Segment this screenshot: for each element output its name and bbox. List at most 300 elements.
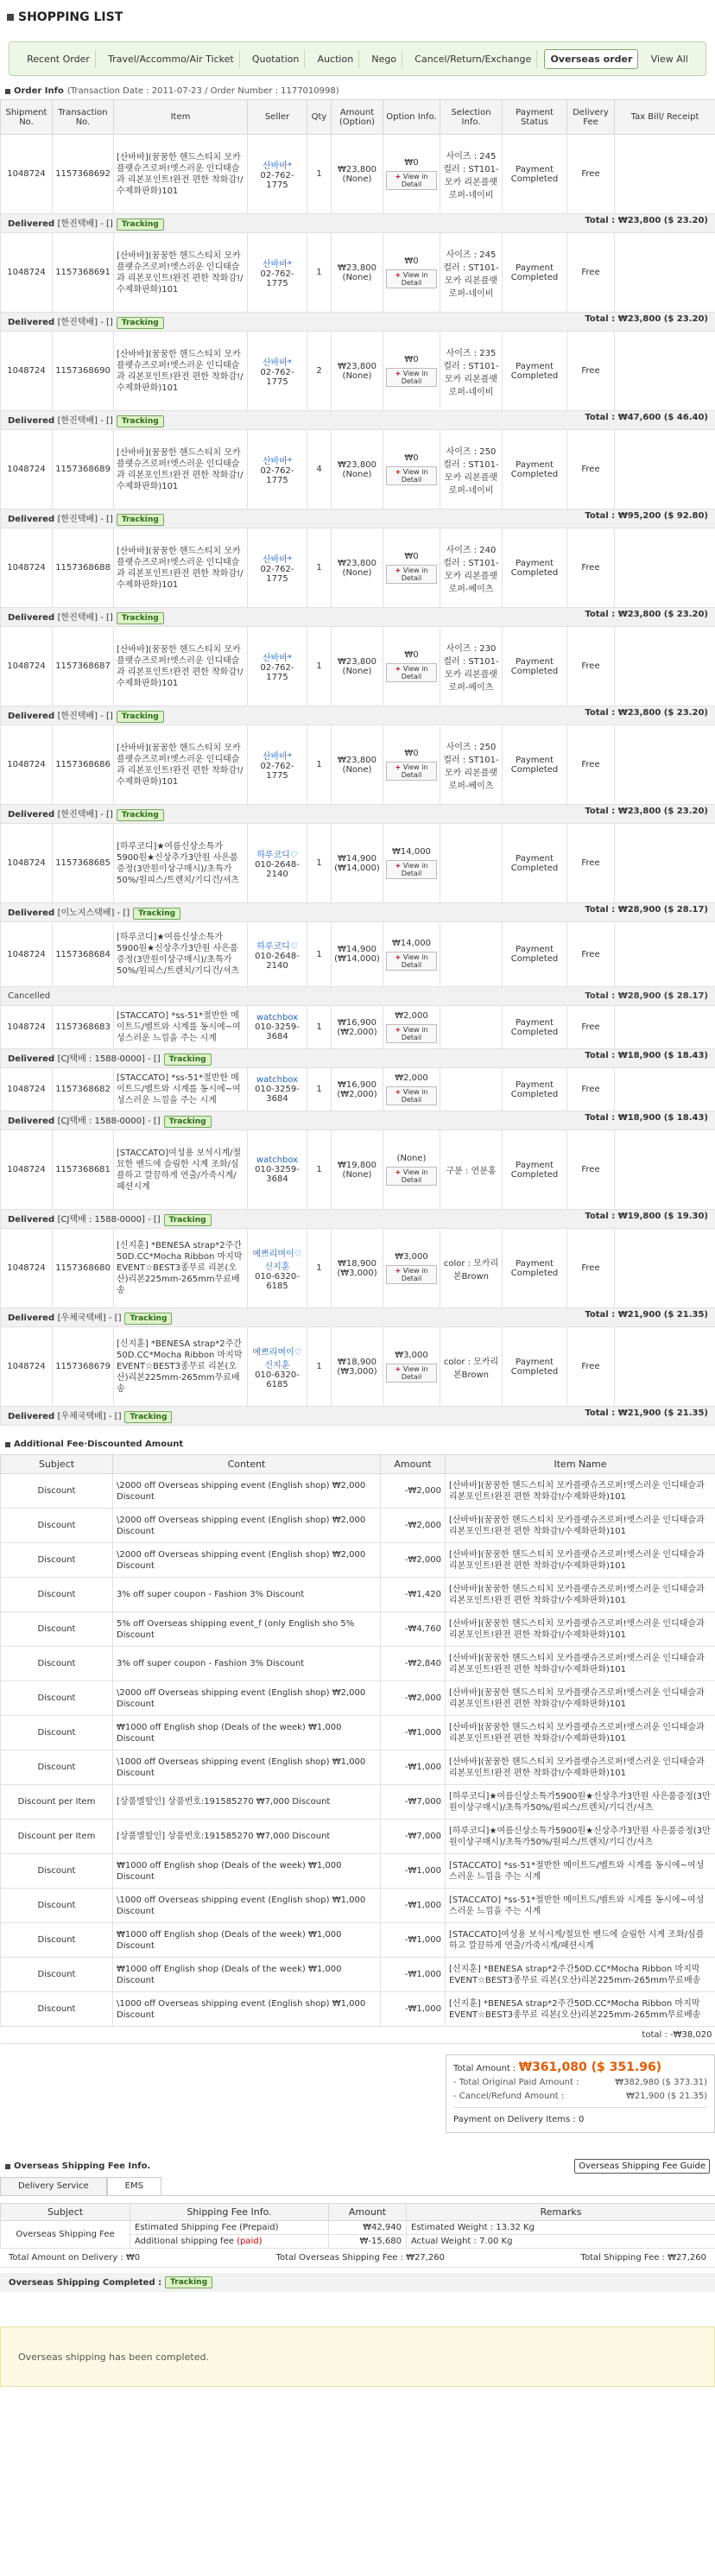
status-row: [1, 608, 715, 627]
amount-option: (₩2,000): [337, 1089, 377, 1099]
amount-option: (₩3,000): [337, 1268, 377, 1278]
seller-phone: 010-2648-2140: [255, 951, 300, 971]
tab-view-all[interactable]: View All: [650, 53, 688, 65]
section-bullet-icon: [5, 2164, 10, 2169]
item-name[interactable]: [하루코디]★여름신상소특가5900원★신상추가3만원 사은품증정(3만원이상구매시)/초특가50%/원피스/트렌치/기디건/셔츠: [114, 922, 248, 987]
courier: [우체국택배] - []: [57, 1313, 122, 1323]
view-detail-label: View in Detail: [401, 370, 428, 385]
order-table-body: [1, 135, 715, 1426]
status-label: Delivered: [8, 219, 55, 229]
total-overseas-fee: Total Overseas Shipping Fee : ₩27,260: [275, 2253, 446, 2263]
status-cell: [1, 987, 715, 1006]
order-row: [1, 1229, 715, 1308]
plus-icon: +: [395, 1267, 402, 1275]
shipment-no: 1048724: [1, 135, 53, 214]
amount-cell: [332, 922, 383, 987]
transaction-no: 1157368688: [53, 528, 114, 608]
view-detail-button[interactable]: [386, 1024, 437, 1043]
transaction-no: 1157368687: [53, 627, 114, 706]
discount-amount: -₩2,840: [381, 1647, 446, 1681]
payment-on-delivery: Payment on Delivery Items : 0: [453, 2107, 707, 2127]
transaction-no: 1157368682: [53, 1068, 114, 1111]
view-detail-button[interactable]: [386, 565, 437, 584]
seller-name[interactable]: 산바바*: [263, 457, 292, 466]
amount-cell: [332, 430, 383, 510]
discount-item-name: [STACCATO]여성용 보석시계/절묘한 밴드에 슬림한 시계 조화/심플하고 깔끔하게 연출/가죽시계/패션시계: [446, 1923, 715, 1958]
discount-row: [1, 1474, 715, 1509]
tab-delivery-service[interactable]: Delivery Service: [0, 2177, 107, 2195]
discount-content: [상품별할인] 상품번호:191585270 ₩7,000 Discount: [113, 1820, 381, 1854]
paid-badge: (paid): [237, 2237, 263, 2246]
discount-row: [1, 1681, 715, 1716]
amount-option: (₩14,000): [334, 954, 380, 964]
view-detail-label: View in Detail: [401, 862, 428, 877]
discount-item-name: [산바바](꿈꿈한 핸드스티치 모카플랫슈즈로퍼!엣스러운 인디태슬과 리본포인트!완전 편한 착화감!/수제화판화)101: [446, 1543, 715, 1578]
tracking-button[interactable]: Tracking: [124, 1411, 172, 1423]
discount-amount: -₩1,000: [381, 1889, 446, 1923]
discount-subject: Discount: [1, 1992, 113, 2027]
additional-fee-cell: [130, 2235, 329, 2249]
view-detail-button[interactable]: [386, 762, 437, 781]
selection-info: 사이즈 : 250 컬러 : ST101-모카 리본플랫로퍼-베이츠: [440, 725, 503, 805]
discount-item-name: [산바바](꿈꿈한 핸드스티치 모카플랫슈즈로퍼!엣스러운 인디태슬과 리본포인트!완전 편한 착화감!/수제화판화)101: [446, 1578, 715, 1612]
status-total: Total : ₩21,900 ($ 21.35): [585, 1310, 708, 1320]
option-amount: ₩3,000: [395, 1252, 428, 1262]
option-amount: ₩14,000: [392, 847, 431, 857]
transaction-no: 1157368684: [53, 922, 114, 987]
order-row: [1, 528, 715, 608]
discount-row: [1, 1612, 715, 1647]
item-name[interactable]: [산바바](꿈꿈한 핸드스티치 모카플랫슈즈로퍼!엣스러운 인디태슬과 리본포인트!완전 편한 착화감!/수제화판화)101: [114, 135, 248, 214]
status-label: Delivered: [8, 613, 55, 623]
discount-subject: Discount per Item: [1, 1820, 113, 1854]
col-amount: Amount: [381, 1455, 446, 1474]
amount: ₩23,800: [338, 263, 376, 273]
col-option-info: Option Info.: [383, 100, 440, 135]
transaction-no: 1157368680: [53, 1229, 114, 1308]
discount-content: \2000 off Overseas shipping event (English shop) ₩2,000 Discount: [113, 1681, 381, 1716]
discount-row: [1, 1958, 715, 1992]
view-detail-button[interactable]: [386, 952, 437, 971]
discount-item-name: [산바바](꿈꿈한 핸드스티치 모카플랫슈즈로퍼!엣스러운 인디태슬과 리본포인트!완전 편한 착화감!/수제화판화)101: [446, 1509, 715, 1543]
tab-recent-order[interactable]: Recent Order: [22, 50, 96, 68]
item-name[interactable]: [STACCATO] *ss-51*절반한 메이트드/벨트와 시계를 동시에~여성스러운 느낌을 주는 시계: [114, 1006, 248, 1049]
order-row: [1, 1068, 715, 1111]
discount-subject: Discount per Item: [1, 1785, 113, 1820]
item-name[interactable]: [신지훈] *BENESA strap*2주간50D.CC*Mocha Ribbon 마지막 EVENT☆BEST3종무료 리본(오산)리본225mm-265mm무료배송: [114, 1327, 248, 1407]
seller-phone: 02-762-1775: [260, 171, 294, 190]
view-detail-label: View in Detail: [401, 1267, 428, 1282]
status-total: Total : ₩47,600 ($ 46.40): [585, 413, 708, 422]
amount-cell: [332, 627, 383, 706]
delivery-fee: Free: [567, 1006, 615, 1049]
cancel-refund-value: ₩21,900 ($ 21.35): [625, 2092, 707, 2101]
view-detail-button[interactable]: [386, 1265, 437, 1284]
amount: ₩18,900: [338, 1258, 376, 1269]
seller-cell: [248, 233, 307, 313]
seller-cell: [248, 725, 307, 805]
view-detail-button[interactable]: [386, 171, 437, 190]
plus-icon: +: [395, 953, 402, 961]
option-cell: [383, 135, 440, 214]
payment-status: Payment Completed: [503, 627, 567, 706]
total-amount-line: [453, 2060, 707, 2076]
discount-amount: -₩2,000: [381, 1509, 446, 1543]
view-detail-button[interactable]: [386, 663, 437, 682]
discount-subject: Discount: [1, 1543, 113, 1578]
discount-subject: Discount: [1, 1681, 113, 1716]
transaction-no: 1157368685: [53, 824, 114, 903]
status-row: [1, 1049, 715, 1068]
discount-item-name: [산바바](꿈꿈한 핸드스티치 모카플랫슈즈로퍼!엣스러운 인디태슬과 리본포인트!완전 편한 착화감!/수제화판화)101: [446, 1716, 715, 1750]
shipping-tabs: [0, 2177, 715, 2196]
additional-table-body: [1, 1474, 715, 2027]
qty: 1: [307, 528, 332, 608]
additional-table-header: [1, 1455, 715, 1474]
tracking-button[interactable]: Tracking: [117, 711, 164, 723]
cancel-refund-line: [453, 2090, 707, 2104]
tracking-button[interactable]: Tracking: [124, 1313, 172, 1325]
courier: [한진택배] - []: [57, 219, 113, 229]
section-bullet-icon: [5, 1442, 10, 1447]
discount-row: [1, 1543, 715, 1578]
transaction-no: 1157368690: [53, 332, 114, 411]
tab-travel[interactable]: Travel/Accommo/Air Ticket: [103, 50, 240, 68]
view-detail-button[interactable]: [386, 269, 437, 288]
tax-bill: [615, 725, 715, 805]
shipping-completed-label: Overseas Shipping Completed :: [9, 2277, 162, 2288]
tracking-button[interactable]: Tracking: [117, 809, 164, 821]
plus-icon: +: [395, 271, 402, 279]
section-bullet-icon: [5, 89, 10, 94]
item-name[interactable]: [산바바](꿈꿈한 핸드스티치 모카플랫슈즈로퍼!엣스러운 인디태슬과 리본포인트!완전 편한 착화감!/수제화판화)101: [114, 725, 248, 805]
shipping-fee-guide-button[interactable]: Overseas Shipping Fee Guide: [574, 2159, 710, 2174]
discount-amount: -₩4,760: [381, 1612, 446, 1647]
order-row: [1, 1327, 715, 1407]
discount-subject: Discount: [1, 1958, 113, 1992]
status-cell: [1, 805, 715, 824]
seller-phone: 02-762-1775: [260, 565, 294, 584]
view-detail-label: View in Detail: [401, 665, 428, 680]
discount-amount: -₩1,000: [381, 1750, 446, 1785]
shipping-completed-message: Overseas shipping has been completed.: [0, 2326, 715, 2387]
tab-overseas-order[interactable]: Overseas order: [544, 49, 638, 69]
transaction-no: 1157368683: [53, 1006, 114, 1049]
seller-cell: [248, 1068, 307, 1111]
seller-name[interactable]: 산바바*: [263, 161, 292, 171]
payment-status: Payment Completed: [503, 824, 567, 903]
amount: ₩23,800: [338, 361, 376, 371]
qty: 1: [307, 1229, 332, 1308]
col-shipment-no: Shipment No.: [1, 100, 53, 135]
estimated-fee-amount: ₩42,940: [329, 2221, 407, 2235]
order-tabs: [9, 41, 706, 76]
amount: ₩16,900: [338, 1079, 376, 1090]
tracking-button[interactable]: Tracking: [117, 317, 164, 329]
selection-info: [440, 1006, 503, 1049]
seller-name[interactable]: 예쁘리며이♡신지훈: [252, 1347, 302, 1370]
original-paid-line: [453, 2076, 707, 2090]
amount-option: (None): [342, 666, 372, 676]
tracking-button[interactable]: Tracking: [117, 218, 164, 231]
status-label: Delivered: [8, 1215, 55, 1225]
option-amount: (None): [396, 1154, 427, 1163]
delivery-fee: Free: [567, 332, 615, 411]
delivery-fee: Free: [567, 627, 615, 706]
option-amount: ₩0: [404, 158, 419, 168]
status-label: Delivered: [8, 515, 55, 524]
item-name[interactable]: [신지훈] *BENESA strap*2주간50D.CC*Mocha Ribbon 마지막 EVENT☆BEST3종무료 리본(오산)리본225mm-265mm무료배송: [114, 1229, 248, 1308]
status-total: Total : ₩23,800 ($ 23.20): [585, 216, 708, 225]
tax-bill: [615, 332, 715, 411]
shipment-no: 1048724: [1, 233, 53, 313]
option-amount: ₩0: [404, 355, 419, 364]
tracking-button[interactable]: Tracking: [117, 514, 164, 526]
amount-cell: [332, 135, 383, 214]
seller-name[interactable]: 하루코디♡: [256, 851, 298, 860]
status-cell: [1, 214, 715, 233]
status-row: [1, 214, 715, 233]
item-name[interactable]: [산바바](꿈꿈한 핸드스티치 모카플랫슈즈로퍼!엣스러운 인디태슬과 리본포인트!완전 편한 착화감!/수제화판화)101: [114, 332, 248, 411]
status-row: [1, 903, 715, 922]
amount: ₩19,800: [338, 1160, 376, 1170]
discount-amount: -₩7,000: [381, 1785, 446, 1820]
tracking-button[interactable]: Tracking: [164, 1116, 212, 1128]
order-row: [1, 233, 715, 313]
discount-item-name: [신지훈] *BENESA strap*2주간50D.CC*Mocha Ribbon 마지막 EVENT☆BEST3종무료 리본(오산)리본225mm-265mm무료배송: [446, 1992, 715, 2027]
amount: ₩23,800: [338, 164, 376, 174]
seller-name[interactable]: 예쁘리며이♡신지훈: [252, 1249, 302, 1272]
seller-name[interactable]: 산바바*: [263, 654, 292, 663]
item-name[interactable]: [STACCATO] *ss-51*절반한 메이트드/벨트와 시계를 동시에~여성스러운 느낌을 주는 시계: [114, 1068, 248, 1111]
status-cell: [1, 1407, 715, 1426]
seller-cell: [248, 135, 307, 214]
item-name[interactable]: [산바바](꿈꿈한 핸드스티치 모카플랫슈즈로퍼!엣스러운 인디태슬과 리본포인트!완전 편한 착화감!/수제화판화)101: [114, 430, 248, 510]
selection-info: [440, 824, 503, 903]
tab-auction[interactable]: Auction: [313, 50, 360, 68]
discount-item-name: [산바바](꿈꿈한 핸드스티치 모카플랫슈즈로퍼!엣스러운 인디태슬과 리본포인트!완전 편한 착화감!/수제화판화)101: [446, 1681, 715, 1716]
original-paid-label: - Total Original Paid Amount :: [453, 2078, 579, 2087]
seller-name[interactable]: 하루코디♡: [256, 941, 298, 952]
amount-cell: [332, 1006, 383, 1049]
tab-quotation[interactable]: Quotation: [247, 50, 305, 68]
view-detail-button[interactable]: [386, 1167, 437, 1186]
option-cell: [383, 922, 440, 987]
qty: 1: [307, 627, 332, 706]
seller-name[interactable]: watchbox: [256, 1075, 299, 1085]
tab-cancel-return[interactable]: Cancel/Return/Exchange: [409, 50, 537, 68]
discount-content: ₩1000 off English shop (Deals of the week) ₩1,000 Discount: [113, 1716, 381, 1750]
amount-option: (₩2,000): [337, 1027, 377, 1037]
discount-content: ₩1000 off English shop (Deals of the week) ₩1,000 Discount: [113, 1854, 381, 1889]
seller-name[interactable]: watchbox: [256, 1013, 299, 1022]
amount-option: (None): [342, 567, 372, 578]
amount-option: (₩14,000): [334, 863, 380, 873]
tracking-button[interactable]: Tracking: [133, 908, 180, 920]
view-detail-label: View in Detail: [401, 1365, 428, 1381]
discount-amount: -₩1,000: [381, 1854, 446, 1889]
discount-row: [1, 1889, 715, 1923]
shipment-no: 1048724: [1, 1327, 53, 1407]
discount-content: \2000 off Overseas shipping event (English shop) ₩2,000 Discount: [113, 1474, 381, 1509]
discount-subject: Discount: [1, 1647, 113, 1681]
amount-cell: [332, 233, 383, 313]
transaction-no: 1157368679: [53, 1327, 114, 1407]
delivery-fee: Free: [567, 1130, 615, 1210]
tax-bill: [615, 1006, 715, 1049]
payment-status: Payment Completed: [503, 135, 567, 214]
option-cell: [383, 1130, 440, 1210]
option-cell: [383, 332, 440, 411]
col-payment-status: Payment Status: [503, 100, 567, 135]
status-row: [1, 805, 715, 824]
discount-content: 3% off super coupon - Fashion 3% Discount: [113, 1647, 381, 1681]
view-detail-button[interactable]: [386, 466, 437, 485]
col-ship-subject: Subject: [1, 2204, 130, 2221]
item-name[interactable]: [STACCATO]여성용 보석시계/절묘한 밴드에 슬림한 시계 조화/심플하고 깔끔하게 연출/가죽시계/패션시계: [114, 1130, 248, 1210]
page-title-bar: [0, 0, 715, 35]
view-detail-button[interactable]: [386, 1086, 437, 1105]
order-row: [1, 430, 715, 510]
seller-phone: 02-762-1775: [260, 368, 294, 387]
selection-info: 사이즈 : 250 컬러 : ST101-모카 리본플랫로퍼-네이비: [440, 430, 503, 510]
col-qty: Qty: [307, 100, 332, 135]
discount-content: ₩1000 off English shop (Deals of the week) ₩1,000 Discount: [113, 1923, 381, 1958]
view-detail-button[interactable]: [386, 1364, 437, 1383]
shipment-no: 1048724: [1, 528, 53, 608]
tax-bill: [615, 1068, 715, 1111]
seller-cell: [248, 430, 307, 510]
discount-item-name: [산바바](꿈꿈한 핸드스티치 모카플랫슈즈로퍼!엣스러운 인디태슬과 리본포인트!완전 편한 착화감!/수제화판화)101: [446, 1750, 715, 1785]
discount-amount: -₩2,000: [381, 1681, 446, 1716]
amount-cell: [332, 528, 383, 608]
shipment-no: 1048724: [1, 922, 53, 987]
tax-bill: [615, 824, 715, 903]
amount: ₩23,800: [338, 656, 376, 667]
tax-bill: [615, 627, 715, 706]
discount-item-name: [산바바](꿈꿈한 핸드스티치 모카플랫슈즈로퍼!엣스러운 인디태슬과 리본포인트!완전 편한 착화감!/수제화판화)101: [446, 1474, 715, 1509]
seller-name[interactable]: 산바바*: [263, 260, 292, 269]
option-amount: ₩3,000: [395, 1351, 428, 1360]
payment-status: Payment Completed: [503, 528, 567, 608]
qty: 1: [307, 922, 332, 987]
seller-phone: 010-3259-3684: [255, 1022, 300, 1041]
status-total: Total : ₩28,900 ($ 28.17): [585, 991, 708, 1001]
shipping-tracking-button[interactable]: Tracking: [165, 2276, 212, 2288]
tax-bill: [615, 922, 715, 987]
discount-item-name: [STACCATO] *ss-51*절반한 메이트드/벨트와 시계를 동시에~여성스러운 느낌을 주는 시계: [446, 1889, 715, 1923]
amount-option: (₩3,000): [337, 1366, 377, 1377]
item-name[interactable]: [산바바](꿈꿈한 핸드스티치 모카플랫슈즈로퍼!엣스러운 인디태슬과 리본포인트!완전 편한 착화감!/수제화판화)101: [114, 528, 248, 608]
option-cell: [383, 233, 440, 313]
seller-phone: 02-762-1775: [260, 466, 294, 485]
delivery-fee: Free: [567, 824, 615, 903]
amount-option: (None): [342, 174, 372, 184]
qty: 1: [307, 1068, 332, 1111]
status-cell: [1, 608, 715, 627]
plus-icon: +: [395, 370, 402, 377]
discount-row: [1, 1923, 715, 1958]
col-ship-remarks: Remarks: [407, 2204, 715, 2221]
seller-name[interactable]: 산바바*: [263, 555, 292, 565]
status-row: [1, 510, 715, 528]
qty: 1: [307, 1006, 332, 1049]
item-name[interactable]: [산바바](꿈꿈한 핸드스티치 모카플랫슈즈로퍼!엣스러운 인디태슬과 리본포인트!완전 편한 착화감!/수제화판화)101: [114, 233, 248, 313]
discount-subject: Discount: [1, 1612, 113, 1647]
amount: ₩16,900: [338, 1017, 376, 1028]
courier: [CJ택배 : 1588-0000] - []: [57, 1054, 161, 1064]
tab-ems[interactable]: EMS: [107, 2177, 161, 2195]
amount-option: (None): [342, 469, 372, 479]
seller-cell: [248, 824, 307, 903]
amount: ₩14,900: [338, 853, 376, 864]
view-detail-label: View in Detail: [401, 953, 428, 969]
shipment-no: 1048724: [1, 1068, 53, 1111]
tracking-button[interactable]: Tracking: [164, 1214, 212, 1226]
discount-amount: -₩1,420: [381, 1578, 446, 1612]
option-amount: ₩0: [404, 453, 419, 463]
status-cell: [1, 1210, 715, 1229]
delivery-fee: Free: [567, 528, 615, 608]
total-on-delivery: Total Amount on Delivery : ₩0: [9, 2253, 141, 2263]
amount-option: (None): [342, 272, 372, 282]
courier: [한진택배] - []: [57, 712, 113, 721]
order-table: [0, 99, 715, 1426]
view-detail-button[interactable]: [386, 368, 437, 387]
discount-content: \1000 off Overseas shipping event (English shop) ₩1,000 Discount: [113, 1992, 381, 2027]
shipment-no: 1048724: [1, 1229, 53, 1308]
view-detail-label: View in Detail: [401, 173, 428, 188]
additional-header: [0, 1434, 715, 1449]
seller-name[interactable]: 산바바*: [263, 358, 292, 368]
courier: [이노지스택배] - []: [57, 908, 130, 918]
seller-name[interactable]: 산바바*: [263, 752, 292, 762]
total-shipping-fee: Total Shipping Fee : ₩27,260: [580, 2253, 706, 2263]
cancel-refund-label: - Cancel/Refund Amount :: [453, 2092, 565, 2101]
order-table-header: [1, 100, 715, 135]
discount-subject: Discount: [1, 1578, 113, 1612]
view-detail-button[interactable]: [386, 860, 437, 879]
col-item: Item: [114, 100, 248, 135]
status-cell: [1, 903, 715, 922]
status-cell: [1, 706, 715, 725]
delivery-fee: Free: [567, 430, 615, 510]
option-amount: ₩14,000: [392, 938, 431, 948]
selection-info: [440, 1068, 503, 1111]
status-label: Delivered: [8, 1313, 55, 1323]
status-total: Total : ₩23,800 ($ 23.20): [585, 314, 708, 324]
tracking-button[interactable]: Tracking: [164, 1054, 212, 1066]
seller-name[interactable]: watchbox: [256, 1155, 299, 1165]
plus-icon: +: [395, 1026, 402, 1034]
discount-row: [1, 1509, 715, 1543]
selection-info: 사이즈 : 235 컬러 : ST101-모카 리본플랫로퍼-네이비: [440, 332, 503, 411]
item-name[interactable]: [산바바](꿈꿈한 핸드스티치 모카플랫슈즈로퍼!엣스러운 인디태슬과 리본포인트!완전 편한 착화감!/수제화판화)101: [114, 627, 248, 706]
item-name[interactable]: [하루코디]★여름신상소특가5900원★신상추가3만원 사은품증정(3만원이상구매시)/초특가50%/원피스/트렌치/기디건/셔츠: [114, 824, 248, 903]
col-subject: Subject: [1, 1455, 113, 1474]
status-row: [1, 987, 715, 1006]
tab-nego[interactable]: Nego: [366, 50, 402, 68]
amount-cell: [332, 725, 383, 805]
tracking-button[interactable]: Tracking: [117, 612, 164, 624]
amount: ₩23,800: [338, 459, 376, 470]
tracking-button[interactable]: Tracking: [117, 415, 164, 427]
order-row: [1, 824, 715, 903]
delivery-fee: Free: [567, 135, 615, 214]
transaction-no: 1157368692: [53, 135, 114, 214]
option-cell: [383, 627, 440, 706]
status-label: Delivered: [8, 1412, 55, 1421]
